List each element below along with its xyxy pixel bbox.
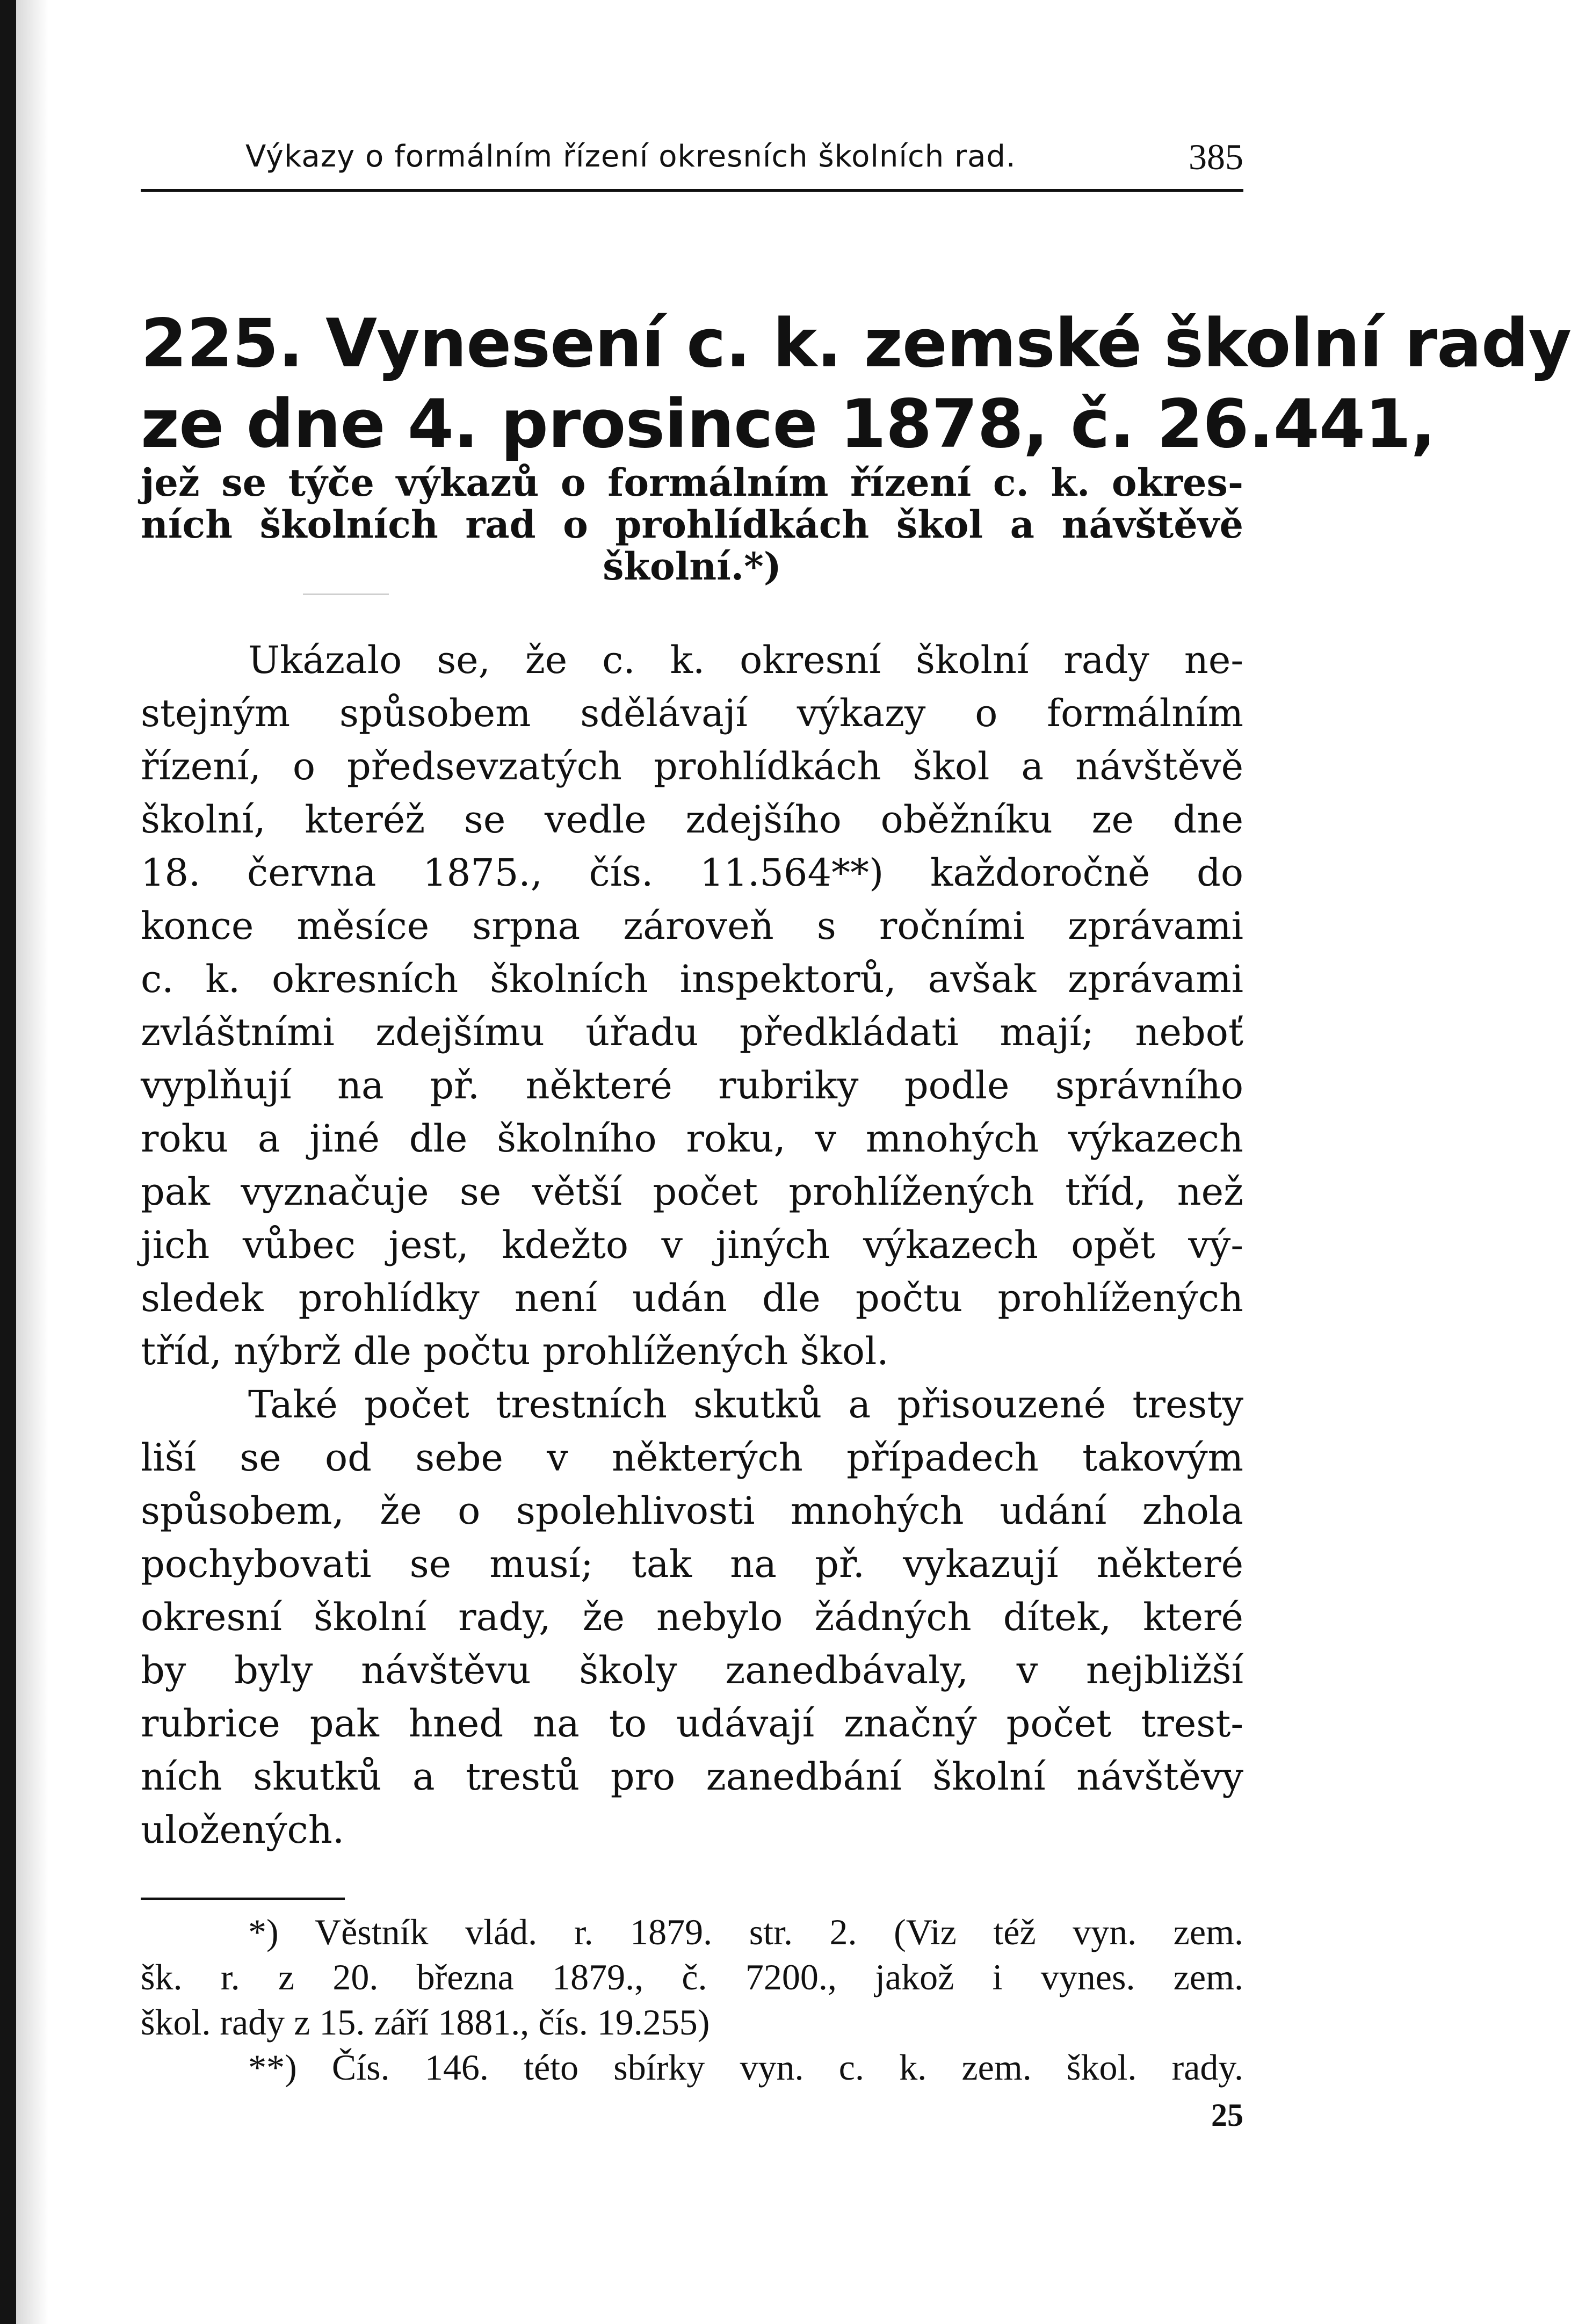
paragraph-1-line: c. k. okresních školních inspektorů, avšak zprávami	[141, 957, 1243, 1001]
subtitle-line: ních školních rad o prohlídkách škol a návštěvě	[141, 502, 1243, 547]
footnote-rule	[141, 1898, 345, 1900]
footnote-line: *) Věstník vlád. r. 1879. str. 2. (Viz též vyn. zem.	[248, 1912, 1243, 1952]
paragraph-1-line: jich vůbec jest, kdežto v jiných výkazech opět vý-	[141, 1223, 1243, 1267]
page-gutter-shadow	[16, 0, 48, 2324]
footnotes	[141, 1909, 1243, 2090]
paragraph-2-line: spůsobem, že o spolehlivosti mnohých udání zhola	[141, 1489, 1243, 1533]
paragraph-1-line: školní, kteréž se vedle zdejšího oběžníku ze dne	[141, 798, 1243, 842]
footnote-line: škol. rady z 15. září 1881., čís. 19.255)	[141, 2002, 710, 2043]
subtitle-divider	[303, 593, 389, 595]
paragraph-2-line: okresní školní rady, že nebylo žádných dítek, které	[141, 1595, 1243, 1639]
heading-line-2: ze dne 4. prosince 1878, č. 26.441,	[141, 386, 1436, 463]
paragraph-2-line: uložených.	[141, 1808, 345, 1852]
footnote-line: **) Čís. 146. této sbírky vyn. c. k. zem. škol. rady.	[248, 2047, 1243, 2088]
body-text	[141, 634, 1243, 1857]
paragraph-1-line: 18. června 1875., čís. 11.564**) každoročně do	[141, 851, 1243, 895]
paragraph-2-line: liší se od sebe v některých případech takovým	[141, 1436, 1243, 1480]
paragraph-1-line: konce měsíce srpna zároveň s ročními zprávami	[141, 904, 1243, 948]
paragraph-2-line: rubrice pak hned na to udávají značný počet trest-	[141, 1702, 1243, 1746]
subtitle-line: jež se týče výkazů o formálním řízení c. k. okres-	[141, 460, 1243, 505]
paragraph-1-line: tříd, nýbrž dle počtu prohlížených škol.	[141, 1329, 889, 1373]
paragraph-1-line: pak vyznačuje se větší počet prohlížených tříd, než	[141, 1170, 1243, 1214]
paragraph-1-line: vyplňují na př. některé rubriky podle správního	[141, 1063, 1243, 1107]
section-subtitle	[141, 462, 1243, 588]
section-heading	[141, 303, 1571, 465]
paragraph-2-line: by byly návštěvu školy zanedbávaly, v nejbližší	[141, 1648, 1243, 1692]
running-header	[141, 135, 1243, 192]
subtitle-line: školní.*)	[603, 544, 781, 589]
paragraph-2-line: Také počet trestních skutků a přisouzené tresty	[248, 1382, 1243, 1427]
paragraph-2-line: pochybovati se musí; tak na př. vykazují některé	[141, 1542, 1243, 1586]
page-number: 385	[1189, 136, 1243, 177]
footnote-line: šk. r. z 20. března 1879., č. 7200., jakož i vynes. zem.	[141, 1957, 1243, 1997]
document-page	[141, 0, 1571, 2324]
paragraph-2-line: ních skutků a trestů pro zanedbání školní návštěvy	[141, 1755, 1243, 1799]
paragraph-1-line: roku a jiné dle školního roku, v mnohých výkazech	[141, 1117, 1243, 1161]
paragraph-1-line: Ukázalo se, že c. k. okresní školní rady ne-	[248, 638, 1243, 682]
paragraph-1-line: řízení, o předsevzatých prohlídkách škol a návštěvě	[141, 744, 1243, 788]
paragraph-1-line: zvláštními zdejšímu úřadu předkládati mají; neboť	[141, 1010, 1243, 1054]
signature-mark: 25	[1211, 2097, 1243, 2133]
heading-line-1: 225. Vynesení c. k. zemské školní rady	[141, 305, 1571, 382]
book-spine-edge	[0, 0, 16, 2324]
running-title: Výkazy o formálním řízení okresních školních rad.	[245, 139, 1016, 174]
paragraph-1-line: stejným spůsobem sdělávají výkazy o formálním	[141, 691, 1243, 735]
paragraph-1-line: sledek prohlídky není udán dle počtu prohlížených	[141, 1276, 1243, 1320]
